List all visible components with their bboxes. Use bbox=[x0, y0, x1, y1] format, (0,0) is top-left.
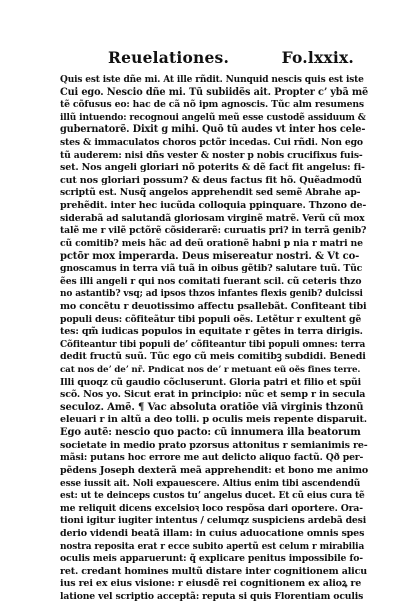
text-line: prehẽdit. inter hec iucũda colloquia ppinquare. Thzono de- bbox=[60, 200, 367, 212]
text-line: mo concẽtu r deuotissimo affectu psallebãt. Confiteant tibi bbox=[60, 300, 367, 312]
text-line: latione vel scriptio acceptã: reputa si quis Florentiam oculis bbox=[60, 590, 364, 602]
text-line: cat nos deʼ deʼ nr̃. Pndicat nos deʼ r metuant eũ oẽs fines terre. bbox=[60, 365, 361, 376]
text-line: societate in medio prato pzorsus attonitus r semianimis re- bbox=[60, 439, 368, 451]
text-line: pẽdens Joseph dexterã meã apprehendit: et bono me animo bbox=[60, 464, 368, 476]
text-line: tes: qm̃ iudicas populos in equitate r gẽtes in terra dirigis. bbox=[60, 326, 363, 338]
text-line: oculis meis apparuerunt: q̃ explicare penitus impossibile fo- bbox=[60, 553, 363, 565]
text-line: tẽ cõfusus eo: hac de cã nõ ipm agnoscis. Tũc alm resumens bbox=[60, 99, 364, 111]
text-line: no astantib? vsq; ad ipsos thzos infantes flexis genib? dulcissi bbox=[60, 289, 363, 300]
text-line: seculoz. Amẽ. ¶ Vac absoluta oratiõe viã virginis thzonũ bbox=[60, 401, 364, 413]
text-line: stes & immaculatos choros pctõr incedas. Cui rñdi. Non ego bbox=[60, 137, 363, 149]
text-line: gnoscamus in terra viã tuã in oibus gẽtib? salutare tuũ. Tũc bbox=[60, 263, 363, 275]
text-line: Cõfiteantur tibi populi deʼ cõfiteantur tibi populi omnes: terra bbox=[60, 339, 366, 350]
text-line: nostra reposita erat r ecce subito apertũ est celum r mirabilia bbox=[60, 541, 365, 552]
text-line: Illi quoqz cũ gaudio cõcluserunt. Gloria patri et filio et spũi bbox=[60, 376, 361, 388]
text-line: esse iussit ait. Noli expauescere. Altius enim tibi ascendendũ bbox=[60, 478, 361, 489]
body-text bbox=[60, 74, 368, 605]
text-line: talẽ me r vilẽ pctõrẽ cõsiderarẽ: curuatis pri? in terrã genib? bbox=[60, 225, 367, 237]
text-line: Quis est iste dñe mi. At ille rñdit. Nunquid nescis quis est iste bbox=[60, 75, 364, 85]
text-line: Ego autẽ: nescio quo pacto: cũ innumera illa beatorum bbox=[60, 427, 361, 439]
text-line: mãsi: putans hoc errore me aut delicto aliquo factũ. Qð per- bbox=[60, 452, 364, 464]
text-line: est: ut te deinceps custos tuʼ angelus ducet. Et cũ eius cura tẽ bbox=[60, 491, 365, 502]
running-title: Reuelationes. bbox=[108, 48, 230, 67]
text-line: ret. credant homines multũ distare inter cognitionem alicu bbox=[60, 565, 368, 577]
text-line: cut nos gloriari possum? & deus factus fit hõ. Quẽadmodũ bbox=[60, 174, 362, 186]
text-line: cũ comitib? meis hãc ad deũ orationẽ habni p nia r matri ne bbox=[60, 237, 363, 249]
text-line: tioni igitur iugiter intentus / celumqz suspiciens ardebã desi bbox=[60, 515, 367, 527]
text-line: illũ intuendo: recognoui angelũ meũ esse custodẽ assiduum & bbox=[60, 112, 366, 123]
text-line: populi deus: cõfiteãtur tibi populi oẽs. Letẽtur r exultent gẽ bbox=[60, 313, 362, 325]
text-line: set. Nos angeli gloriari nõ poterits & dẽ fact̃ fit angelus: fi- bbox=[60, 162, 365, 174]
text-line: Cui ego. Nescio dñe mi. Tũ subiidẽs ait. Propter cʼ ybã mẽ bbox=[60, 86, 368, 98]
text-line: dedit fructũ suũ. Tũc ego cũ meis comitibꝫ subdidi. Benedi bbox=[60, 351, 366, 363]
text-line: siderabã ad salutandã gloriosam virginẽ matrẽ. Verũ cũ mox bbox=[60, 212, 365, 224]
text-line: eleuari r in altũ a deo tolli. p oculis meis repente disparuit. bbox=[60, 414, 367, 426]
text-line: derio videndi beatã illam: in cuius aduocatione omnis spes bbox=[60, 527, 365, 539]
text-line: pctõr mox imperarda. Deus misereatur nostri. & Vt co- bbox=[60, 250, 360, 262]
text-line: gubernatorẽ. Dixit g mihi. Quõ tũ audes vt inter hos cele- bbox=[60, 124, 366, 136]
folio-number: Fo.lxxix. bbox=[281, 48, 354, 67]
text-line: me reliquit dicens excelsioꝛ loco respõsa dari oportere. Ora- bbox=[60, 502, 363, 514]
text-line: scõ. Nos yo. Sicut erat in principio: nũc et semp r in secula bbox=[60, 389, 366, 401]
text-line: scriptũ est. Nusq̃ angelos apprehendit sed semẽ Abrahe ap- bbox=[60, 187, 361, 199]
text-line: ius rei ex eius visione: r eiusdẽ rei cognitionem ex alioꝝ re bbox=[60, 578, 362, 590]
text-line: ẽes illi angeli r qui nos comitati fuerant scil. cũ ceteris thzo bbox=[60, 275, 362, 287]
text-line: tũ auderem: nisi dñs vester & noster p nobis crucifixus fuis- bbox=[60, 149, 363, 161]
page-header bbox=[108, 48, 354, 70]
